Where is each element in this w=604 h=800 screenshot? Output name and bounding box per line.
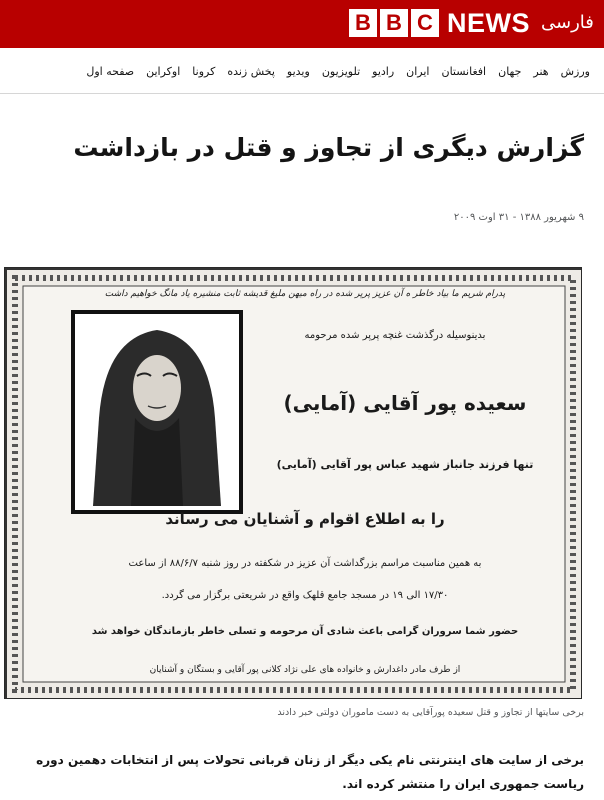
nav-list xyxy=(80,48,596,94)
news-wordmark[interactable]: NEWS xyxy=(447,8,530,38)
nav-item-art[interactable]: هنر xyxy=(533,64,549,78)
nav-item-ukraine[interactable]: اوکراین xyxy=(146,64,181,78)
notice-body-2: ۱۷/۳۰ الی ۱۹ در مسجد جامع قلهک واقع در شریعتی برگزار می گردد. xyxy=(161,590,449,601)
notice-intro: بدینوسیله درگذشت غنچه پرپر شده مرحومه xyxy=(304,330,486,341)
notice-body-3: حضور شما سروران گرامی باعث شادی آن مرحومه و تسلی خاطر بازماندگان خواهد شد xyxy=(91,626,519,637)
nav-item-world[interactable]: جهان xyxy=(498,64,522,78)
image-caption: برخی سایتها از تجاوز و قتل سعیده پورآقایی به دست ماموران دولتی خبر دادند xyxy=(277,707,584,718)
portrait-photo xyxy=(73,312,241,512)
nav-item-afghanistan[interactable]: افغانستان xyxy=(441,64,487,78)
article-headline: گزارش دیگری از تجاوز و قتل در بازداشت xyxy=(73,133,584,162)
nav-item-radio[interactable]: رادیو xyxy=(372,64,395,78)
nav-item-corona[interactable]: کرونا xyxy=(192,64,216,78)
article-image xyxy=(4,267,582,699)
bbc-logo[interactable] xyxy=(349,9,442,37)
nav-item-iran[interactable]: ایران xyxy=(406,64,430,78)
article-lead: برخی از سایت های اینترنتی نام یکی دیگر از زنان قربانی تحولات پس از انتخابات دهمین دوره ریاست جمهوری ایران را منتشر کرده اند. xyxy=(36,753,584,791)
nav-item-home[interactable]: صفحه اول xyxy=(86,64,135,78)
nav-item-sport[interactable]: ورزش xyxy=(560,64,590,78)
bbc-letter-b1: B xyxy=(349,9,377,37)
bbc-letter-c: C xyxy=(411,9,439,37)
nav-item-video[interactable]: ویدیو xyxy=(286,64,310,78)
language-label[interactable]: فارسی xyxy=(541,12,594,33)
obituary-notice-image xyxy=(5,268,582,699)
top-bar xyxy=(0,0,604,48)
notice-subtitle: تنها فرزند جانباز شهید عباس پور آقایی (آمایی) xyxy=(276,458,534,471)
notice-announce: را به اطلاع اقوام و آشنایان می رساند xyxy=(165,510,445,528)
article-date: ۹ شهریور ۱۳۸۸ - ۳۱ اوت ۲۰۰۹ xyxy=(453,212,584,223)
notice-body-1: به همین مناسبت مراسم بزرگداشت آن عزیز در شکفته در روز شنبه ۸۸/۶/۷ از ساعت xyxy=(128,558,482,569)
notice-footer: از طرف مادر داغدارش و خانواده های علی نژاد کلانی پور آقایی و بستگان و آشنایان xyxy=(149,665,461,675)
nav-item-tv[interactable]: تلویزیون xyxy=(321,64,361,78)
main-navigation xyxy=(0,48,604,94)
nav-item-live[interactable]: پخش زنده xyxy=(227,64,275,78)
bbc-letter-b2: B xyxy=(380,9,408,37)
notice-top-line: پدرام شریم ما بیاد خاطر ه آن عزیز پرپر شده در راه میهن ملیغ قدیشه ثابت منشیره یاد مانگ خواهیم داشت xyxy=(104,289,506,299)
notice-name: سعیده پور آقایی (آمایی) xyxy=(283,391,527,415)
